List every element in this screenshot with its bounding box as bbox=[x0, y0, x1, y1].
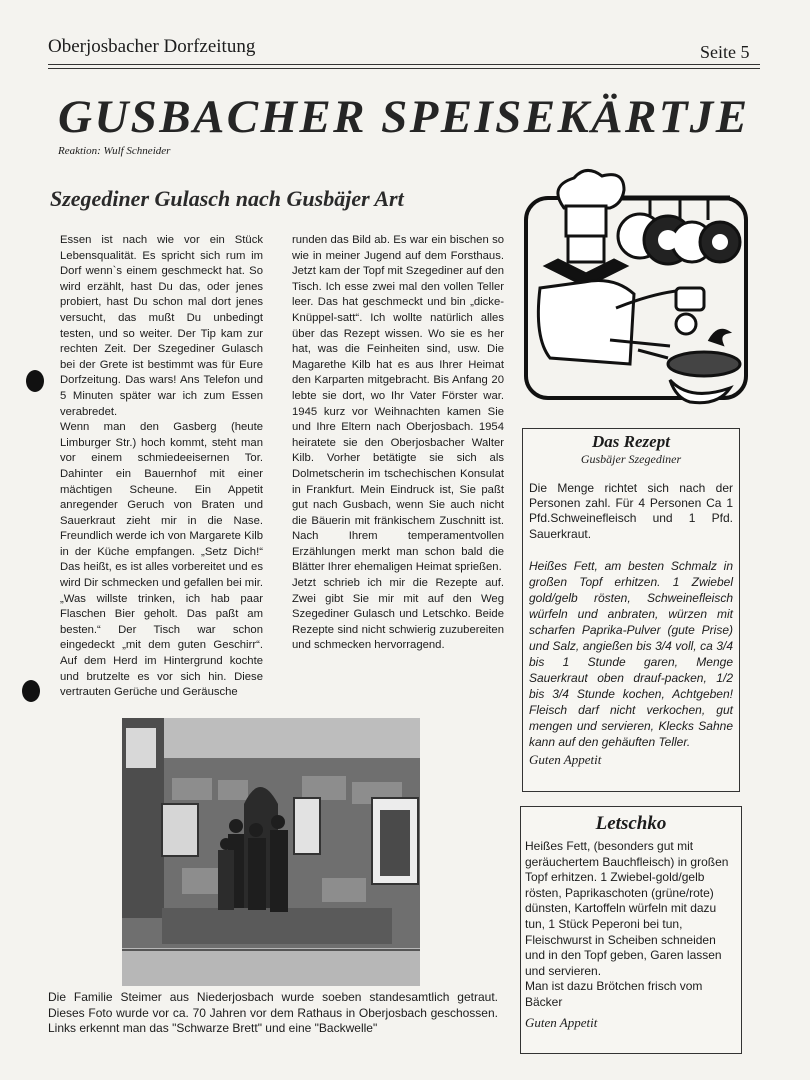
recipe-closing: Guten Appetit bbox=[529, 751, 602, 767]
frying-pan-icon bbox=[638, 330, 740, 403]
photo-caption: Die Familie Steimer aus Niederjosbach wurde soeben standesamtlich getraut. Dieses Foto wurde vor ca. 70 Jahren vor dem Rathaus in Oberjosbach geschossen. Links erkennt man das "Schwarze Brett" und eine "Backwelle" bbox=[48, 990, 498, 1036]
byline: Reaktion: Wulf Schneider bbox=[58, 145, 171, 157]
masthead-title: GUSBACHER SPEISEKÄRTJE bbox=[58, 91, 750, 143]
recipe-box-letschko bbox=[520, 806, 742, 1054]
header-rule-thin bbox=[48, 68, 760, 69]
letschko-text: Heißes Fett, (besonders gut mit geräuchertem Bauchfleisch) in großen Topf erhitzen. 1 Zwiebel-gold/gelb rösten, Paprikaschoten (grüne/rote) dünsten, Kartoffeln würfeln mit dazu tun, 1 Stück Peperoni bei tun, Fleischwurst in Scheiben schneiden und in den Topf geben, Garen lassen und servieren. bbox=[525, 839, 729, 978]
recipe-subtitle: Gusbäjer Szegediner bbox=[580, 452, 682, 466]
chef-cooking-illustration bbox=[520, 168, 752, 418]
recipe-steps: Heißes Fett, am besten Schmalz in großen Topf erhitzen. 1 Zwiebel gold/gelb rösten, Schweinefleisch würfeln und anbraten, würzen mit scharfen Paprika-Pulver (gute Prise) und Salz, angießen bis 3/4 voll, ca 3/4 bis 1 Stunde garen, Menge Sauerkraut oben drauf-packen, 1/2 bis 3/4 Stunde kochen, Achtgeben! Fleisch darf nicht verkochen, gut mengen und servieren, Klecks Sahne kann auf den gehäuften Teller. bbox=[529, 558, 733, 749]
page-number: Seite 5 bbox=[700, 42, 750, 62]
recipe-intro: Die Menge richtet sich nach der Personen zahl. Für 4 Personen Ca 1 Pfd.Schweinefleisch und 1 Pfd. Sauerkraut. bbox=[529, 481, 733, 541]
letschko-closing: Guten Appetit bbox=[525, 1014, 598, 1030]
punch-hole bbox=[26, 370, 44, 392]
article-title: Szegediner Gulasch nach Gusbäjer Art bbox=[50, 186, 404, 211]
publication-name: Oberjosbacher Dorfzeitung bbox=[48, 36, 256, 57]
paragraph: Wenn man den Gasberg (heute Limburger Str.) hoch kommt, steht man vor einem schmiedeeisernen Tor. Dahinter ein Bauernhof mit einer mächtigen Scheune. Ein Appetit anregender Geruch von Braten und Sauerkraut zieht mir in die Nase. Freundlich werde ich von Margarete Kilb in der Küche empfangen. „Setz Dich!“ Das heißt, es ist alles vorbereitet und es wird Dir schmecken und gefallen bei mir. „Was willste trinken, ich hab paar Flaschen Bier geholt. Das paßt am besten.“ Der Tisch war schon eingedeckt „mit dem guten Geschirr“. Auf dem Herd im Hintergrund kochte und brutzelte es vor sich hin. Diese vertrauten Gerüche und Geräusche bbox=[60, 421, 263, 699]
article-column-2 bbox=[292, 233, 504, 654]
paragraph: runden das Bild ab. Es war ein bischen so wie in meiner Jugend auf dem Forsthaus. Jetzt kam der Topf mit Szegediner auf den Tisch. Ich esse zwei mal den vollen Teller leer. Das hat geschmeckt und bin „dicke-Knüppel-satt“. Ich wollte natürlich alles über das Rezept wissen. Wo sie es her hat, was die Feinheiten sind, usw. Die Magarethe Kilb hat es aus Ihrer Heimat den Karparten mitgebracht. Bis Anfang 20 lebte sie dort, wo Ihr Vater Förster war. 1945 kurz vor Weihnachten kamen Sie und Ihre Eltern nach Oberjosbach. 1954 heiratete sie den Oberjosbacher Walter Kilb. Vorher betätigte sie sich als Dolmetscherin im tschechischen Konsulat in Frankfurt. Mein Eindruck ist, Sie paßt gut nach Gusbach, wenn Sie auch nicht die Bäuerin mit fränkischem Zuschnitt ist. Nach Ihrem temperamentvollen Erzählungen merkt man schon bald die Blätter Ihrer ehemaligen Heimat sprießen. bbox=[292, 234, 504, 574]
recipe-box-szegediner bbox=[522, 428, 740, 792]
paragraph: Jetzt schrieb ich mir die Rezepte auf. Zwei gibt Sie mir mit auf den Weg Szegediner Gulasch und Letschko. Beide Rezepte sind nicht schwierig zuzubereiten und schmecken hervorragend. bbox=[292, 577, 504, 652]
wedding-photo bbox=[122, 718, 420, 986]
hanging-pans-icon bbox=[618, 198, 740, 264]
article-column-1 bbox=[60, 233, 263, 701]
recipe-title: Das Rezept bbox=[592, 432, 670, 451]
letschko-title: Letschko bbox=[595, 813, 667, 834]
header-rule bbox=[48, 64, 760, 65]
paragraph: Essen ist nach wie vor ein Stück Lebensqualität. Es spricht sich rum im Dorf wenn`s einem geschmeckt hat. So wird erzählt, hast Du das, oder jenes probiert, hast Du schon mal dort jenes versucht, das mußt Du unbedingt testen, und so weiter. Der Tip kam zur rechten Zeit. Der Szegediner Gulasch bei der Grete ist bestimmt was für Eure Dorfzeitung. Das wars! Ans Telefon und 5 Minuten später war ich zum Essen verabredet. bbox=[60, 234, 263, 418]
punch-hole bbox=[22, 680, 40, 702]
letschko-note: Man ist dazu Brötchen frisch vom Bäcker bbox=[525, 979, 703, 1009]
